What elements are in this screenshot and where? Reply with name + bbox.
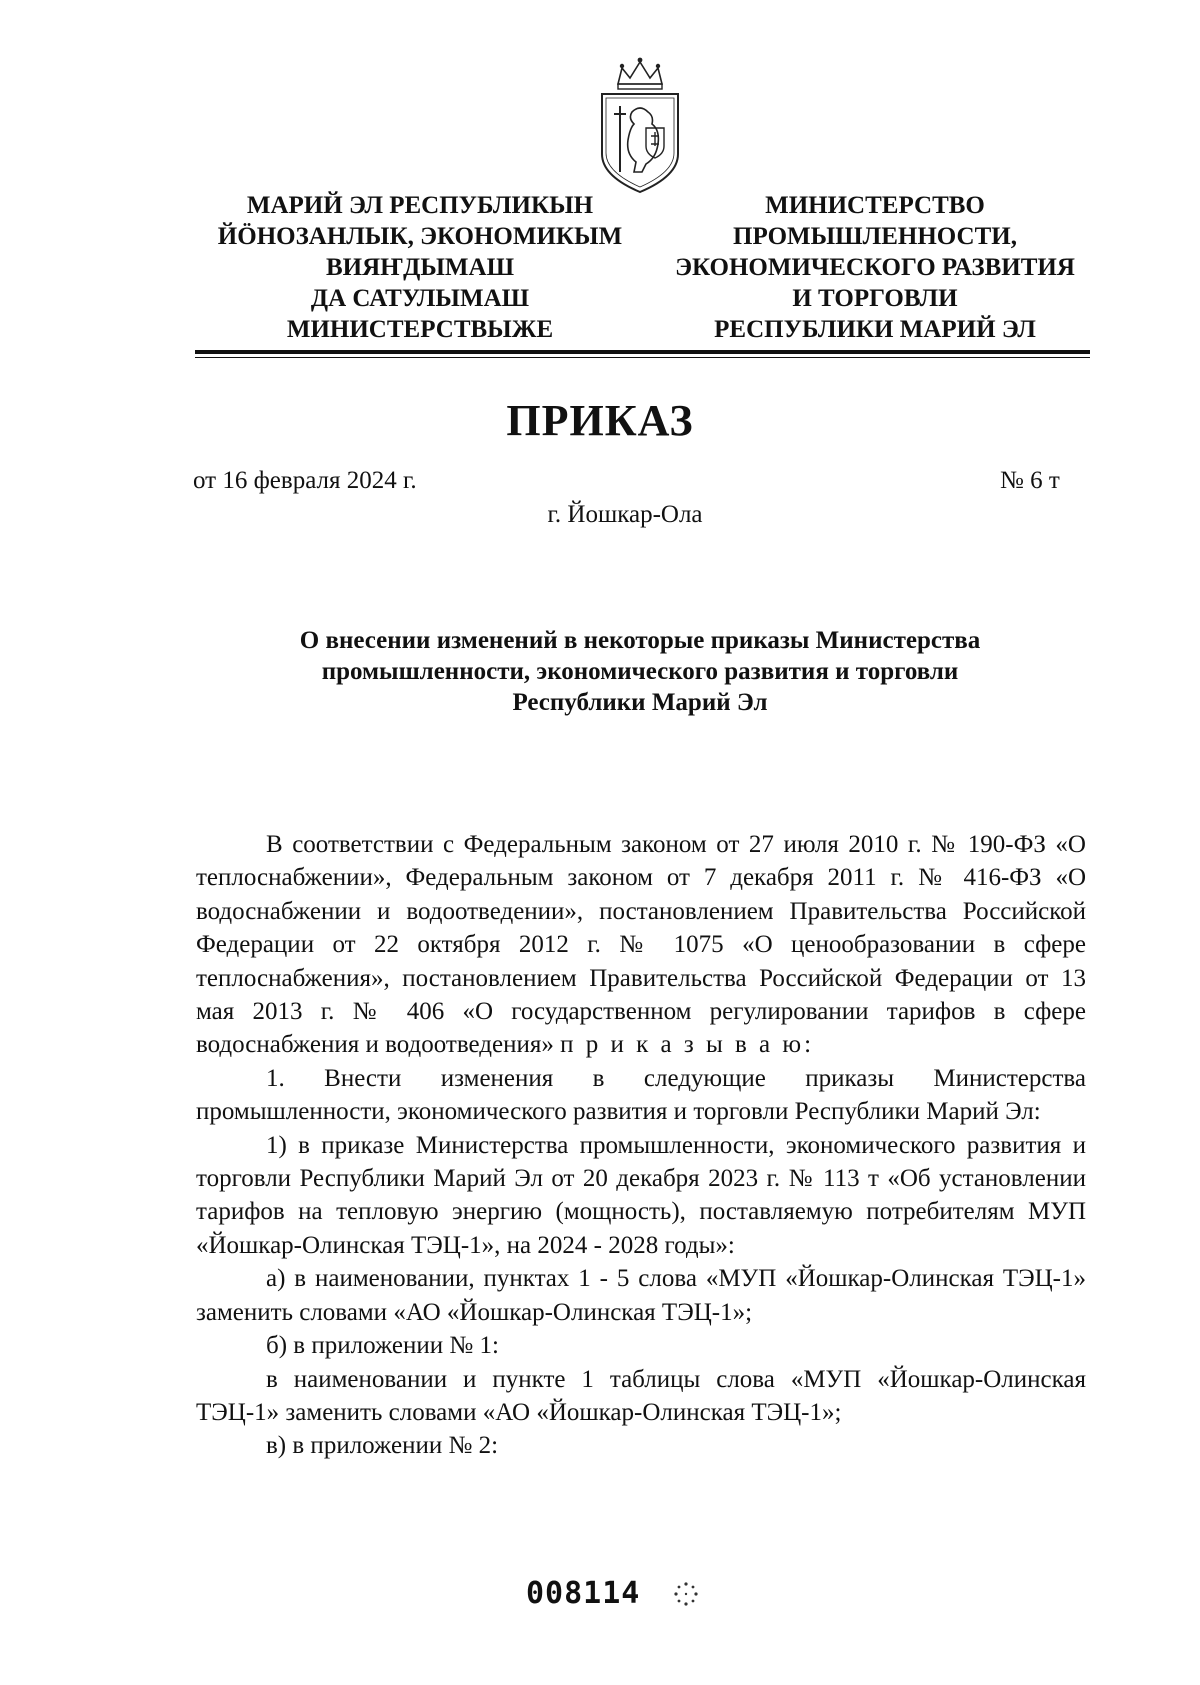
header-left-line: ДА САТУЛЫМАШ (310, 285, 530, 312)
header-left-line: ВИЯҤДЫМАШ (325, 254, 515, 281)
header-right-line: ПРОМЫШЛЕННОСТИ, (733, 223, 1017, 250)
header-right-line: РЕСПУБЛИКИ МАРИЙ ЭЛ (714, 316, 1036, 343)
header-right-line: ЭКОНОМИЧЕСКОГО РАЗВИТИЯ (675, 254, 1075, 281)
header-divider-thick (195, 350, 1090, 354)
header-right-line: И ТОРГОВЛИ (792, 285, 958, 312)
order-verb: п р и к а з ы в а ю: (560, 1031, 815, 1059)
document-type: ПРИКАЗ (506, 396, 694, 445)
dot-ornament-icon (672, 1580, 700, 1608)
header-left-line: ЙӦНОЗАНЛЫК, ЭКОНОМИКЫМ (217, 223, 623, 250)
coat-of-arms-icon (596, 54, 684, 194)
subject-line: О внесении изменений в некоторые приказы Министерства (299, 627, 981, 654)
body-paragraph: в наименовании и пункте 1 таблицы слова «МУП «Йошкар-Олинская ТЭЦ-1» заменить словами «АО «Йошкар-Олинская ТЭЦ-1»; (196, 1365, 1086, 1426)
subject-line: промышленности, экономического развития и торговли (321, 658, 959, 685)
body-paragraph-text: В соответствии с Федеральным законом от 27 июля 2010 г. № 190-ФЗ «О теплоснабжении», Федеральным законом от 7 декабря 2011 г. № 416-ФЗ «О водоснабжении и водоотведении», постановлением Правительства Российской Федерации от 22 октября 2012 г. № 1075 «О ценообразовании в сфере теплоснабжения», постановлением Правительства Российской Федерации от 13 мая 2013 г. № 406 «О государственном регулировании тарифов в сфере водоснабжения и водоотведения» (196, 831, 1086, 1059)
body-paragraph: 1) в приказе Министерства промышленности, экономического развития и торговли Республики Марий Эл от 20 декабря 2023 г. № 113 т «Об установлении тарифов на тепловую энергию (мощность), поставляемую потребителям МУП «Йошкар-Олинская ТЭЦ-1», на 2024 - 2028 годы»: (196, 1131, 1086, 1259)
header-left-line: МАРИЙ ЭЛ РЕСПУБЛИКЫН (246, 192, 594, 219)
header-right-line: МИНИСТЕРСТВО (765, 192, 985, 219)
header-divider-thin (195, 357, 1090, 358)
subject-line: Республики Марий Эл (512, 689, 768, 716)
header-left-line: МИНИСТЕРСТВЫЖЕ (286, 316, 554, 343)
footer-serial-number: 008114 (526, 1576, 641, 1611)
body-paragraph: а) в наименовании, пунктах 1 - 5 слова «МУП «Йошкар-Олинская ТЭЦ-1» заменить словами «АО «Йошкар-Олинская ТЭЦ-1»; (196, 1265, 1086, 1326)
header-right-title (660, 190, 1090, 345)
document-number: № 6 т (1000, 467, 1060, 494)
body-paragraph: 1. Внести изменения в следующие приказы Министерства промышленности, экономического развития и торговли Республики Марий Эл: (196, 1064, 1086, 1126)
document-body (196, 828, 1086, 1463)
body-paragraph (196, 828, 1086, 1062)
document-city: г. Йошкар-Ола (547, 501, 703, 528)
header-left-title (205, 190, 635, 345)
body-paragraph: б) в приложении № 1: (266, 1332, 499, 1360)
body-paragraph: в) в приложении № 2: (266, 1432, 499, 1460)
document-subject (200, 625, 1080, 718)
document-date: от 16 февраля 2024 г. (193, 467, 417, 494)
